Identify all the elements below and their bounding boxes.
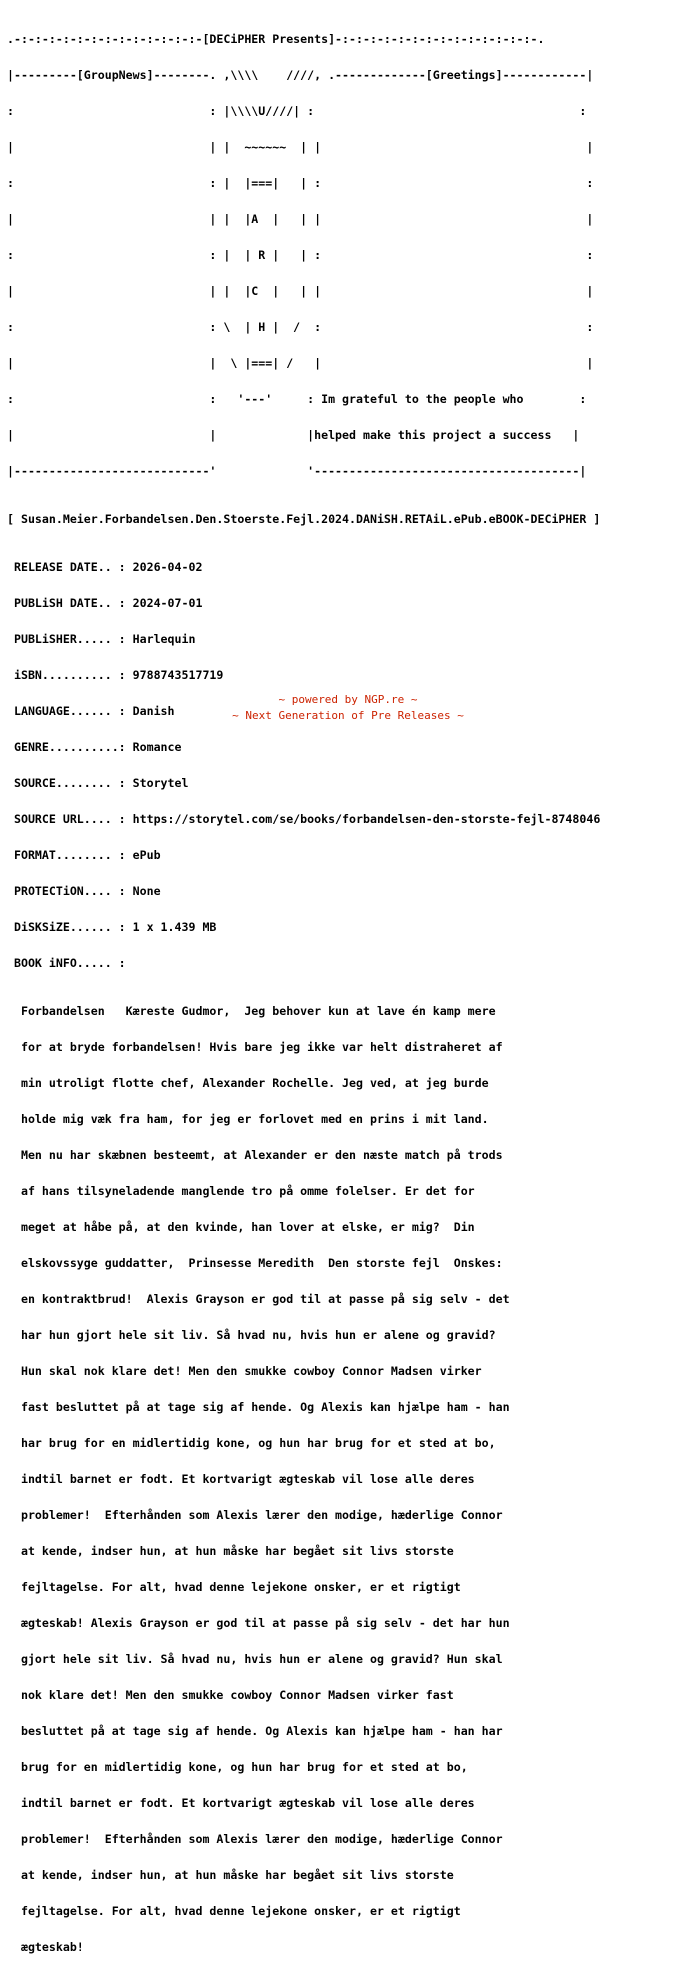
header-line: : : \ | H | / : : bbox=[7, 320, 594, 334]
book-info-line: Hun skal nok klare det! Men den smukke cowboy Connor Madsen virker bbox=[7, 1364, 482, 1378]
field-label: FORMAT........ : bbox=[7, 848, 133, 862]
book-info-line: for at bryde forbandelsen! Hvis bare jeg ikke var helt distraheret af bbox=[7, 1040, 503, 1054]
field-label: BOOK iNFO..... : bbox=[7, 956, 133, 970]
header-line: : : |\\\\U////| : : bbox=[7, 104, 587, 118]
field-row bbox=[7, 633, 600, 645]
header-line: |---------[GroupNews]--------. ,\\\\ ////, .-------------[Greetings]------------| bbox=[7, 68, 594, 82]
field-value: Storytel bbox=[132, 776, 189, 790]
field-row bbox=[7, 849, 600, 861]
book-info-line: indtil barnet er fodt. Et kortvarigt ægteskab vil lose alle deres bbox=[7, 1472, 475, 1486]
field-label: LANGUAGE...... : bbox=[7, 704, 133, 718]
book-info-line: besluttet på at tage sig af hende. Og Alexis kan hjælpe ham - han har bbox=[7, 1724, 503, 1738]
field-value: ePub bbox=[132, 848, 161, 862]
book-info-line: fejltagelse. For alt, hvad denne lejekone onsker, er et rigtigt bbox=[7, 1580, 461, 1594]
field-row bbox=[7, 777, 600, 789]
field-row bbox=[7, 561, 600, 573]
book-info-line: ægteskab! bbox=[7, 1940, 84, 1954]
book-info-line: Forbandelsen Kæreste Gudmor, Jeg behover kun at lave én kamp mere bbox=[7, 1004, 496, 1018]
book-info-line: problemer! Efterhånden som Alexis lærer den modige, hæderlige Connor bbox=[7, 1832, 503, 1846]
book-info-line: Men nu har skæbnen besteemt, at Alexander er den næste match på trods bbox=[7, 1148, 503, 1162]
book-info-line: min utroligt flotte chef, Alexander Rochelle. Jeg ved, at jeg burde bbox=[7, 1076, 489, 1090]
book-info-line: har hun gjort hele sit liv. Så hvad nu, hvis hun er alene og gravid? bbox=[7, 1328, 496, 1342]
release-name: [ Susan.Meier.Forbandelsen.Den.Stoerste.Fejl.2024.DANiSH.RETAiL.ePub.eBOOK-DECiPHER ] bbox=[7, 512, 601, 526]
footer bbox=[0, 692, 696, 724]
field-label: PUBLiSH DATE.. : bbox=[7, 596, 133, 610]
book-info-line: en kontraktbrud! Alexis Grayson er god til at passe på sig selv - det bbox=[7, 1292, 510, 1306]
book-info-line: fejltagelse. For alt, hvad denne lejekone onsker, er et rigtigt bbox=[7, 1904, 461, 1918]
book-info-line: problemer! Efterhånden som Alexis lærer den modige, hæderlige Connor bbox=[7, 1508, 503, 1522]
header-line: | | |helped make this project a success | bbox=[7, 428, 580, 442]
header-line: : : '---' : Im grateful to the people who : bbox=[7, 392, 587, 406]
footer-tagline: ~ Next Generation of Pre Releases ~ bbox=[232, 709, 464, 722]
header-line: | | | |C | | | | bbox=[7, 284, 594, 298]
field-row bbox=[7, 597, 600, 609]
field-value: Romance bbox=[132, 740, 182, 754]
field-label: PROTECTiON.... : bbox=[7, 884, 133, 898]
field-row bbox=[7, 741, 600, 753]
field-label: DiSKSiZE...... : bbox=[7, 920, 133, 934]
field-label: SOURCE........ : bbox=[7, 776, 133, 790]
source-url[interactable]: https://storytel.com/se/books/forbandelsen-den-storste-fejl-8748046 bbox=[132, 812, 601, 826]
book-info-line: har brug for en midlertidig kone, og hun har brug for et sted at bo, bbox=[7, 1436, 496, 1450]
book-info-line: brug for en midlertidig kone, og hun har brug for et sted at bo, bbox=[7, 1760, 468, 1774]
book-info-line: holde mig væk fra ham, for jeg er forlovet med en prins i mit land. bbox=[7, 1112, 489, 1126]
field-value: Danish bbox=[132, 704, 175, 718]
field-value: 9788743517719 bbox=[132, 668, 224, 682]
field-value: None bbox=[132, 884, 161, 898]
book-info-line: fast besluttet på at tage sig af hende. Og Alexis kan hjælpe ham - han bbox=[7, 1400, 510, 1414]
field-row bbox=[7, 921, 600, 933]
field-value: 2026-04-02 bbox=[132, 560, 203, 574]
field-row bbox=[7, 669, 600, 681]
field-label: iSBN.......... : bbox=[7, 668, 133, 682]
book-info-line: af hans tilsyneladende manglende tro på omme folelser. Er det for bbox=[7, 1184, 475, 1198]
field-value: Harlequin bbox=[132, 632, 196, 646]
book-info-line: ægteskab! Alexis Grayson er god til at passe på sig selv - det har hun bbox=[7, 1616, 510, 1630]
header-line: | | \ |===| / | | bbox=[7, 356, 594, 370]
field-label: SOURCE URL.... : bbox=[7, 812, 133, 826]
book-info-line: nok klare det! Men den smukke cowboy Connor Madsen virker fast bbox=[7, 1688, 454, 1702]
header-line: : : | | R | | : : bbox=[7, 248, 594, 262]
field-label: PUBLiSHER..... : bbox=[7, 632, 133, 646]
field-value: 2024-07-01 bbox=[132, 596, 203, 610]
header-line: | | | ~~~~~~ | | | bbox=[7, 140, 594, 154]
book-info-line: elskovssyge guddatter, Prinsesse Meredith Den storste fejl Onskes: bbox=[7, 1256, 503, 1270]
field-label: GENRE..........: bbox=[7, 740, 133, 754]
field-row bbox=[7, 957, 600, 969]
book-info-line: meget at håbe på, at den kvinde, han lover at elske, er mig? Din bbox=[7, 1220, 475, 1234]
book-info-line: indtil barnet er fodt. Et kortvarigt ægteskab vil lose alle deres bbox=[7, 1796, 475, 1810]
book-info-line: gjort hele sit liv. Så hvad nu, hvis hun er alene og gravid? Hun skal bbox=[7, 1652, 503, 1666]
book-info-line: at kende, indser hun, at hun måske har begået sit livs storste bbox=[7, 1868, 454, 1882]
header-line: |----------------------------' '--------------------------------------| bbox=[7, 464, 587, 478]
book-info-line: at kende, indser hun, at hun måske har begået sit livs storste bbox=[7, 1544, 454, 1558]
field-label: RELEASE DATE.. : bbox=[7, 560, 133, 574]
header-line: : : | |===| | : : bbox=[7, 176, 594, 190]
field-row bbox=[7, 885, 600, 897]
field-row bbox=[7, 813, 600, 825]
header-line: | | | |A | | | | bbox=[7, 212, 594, 226]
header-line: .-:-:-:-:-:-:-:-:-:-:-:-:-:-[DECiPHER Presents]-:-:-:-:-:-:-:-:-:-:-:-:-:-:-. bbox=[7, 32, 545, 46]
footer-powered-by[interactable]: ~ powered by NGP.re ~ bbox=[278, 693, 418, 706]
field-value: 1 x 1.439 MB bbox=[132, 920, 217, 934]
nfo-text bbox=[7, 9, 600, 1965]
